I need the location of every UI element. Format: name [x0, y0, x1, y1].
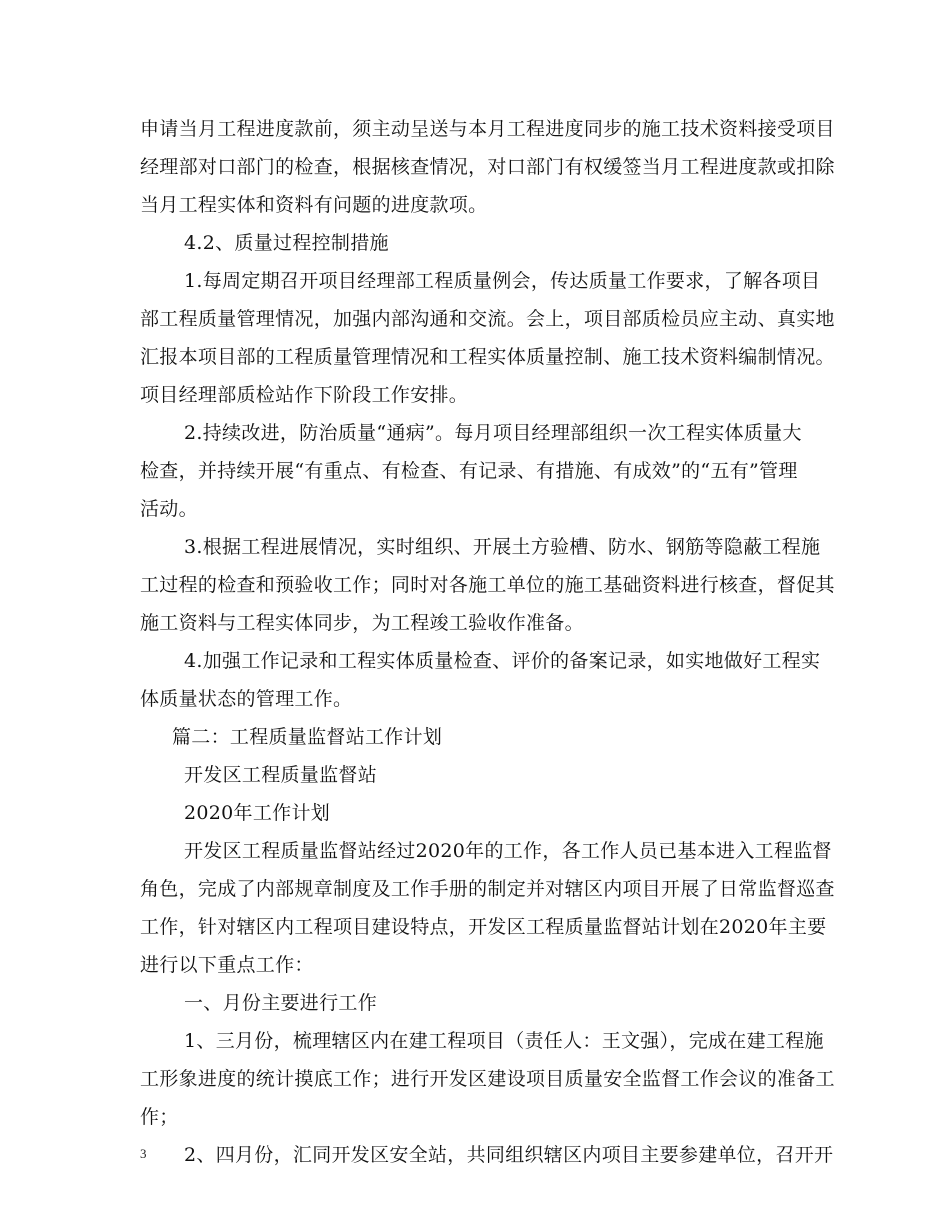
- paragraph-line: 角色，完成了内部规章制度及工作手册的制定并对辖区内项目开展了日常监督巡查: [140, 878, 835, 900]
- paragraph-line: 部工程质量管理情况，加强内部沟通和交流。会上，项目部质检员应主动、真实地: [140, 308, 835, 330]
- paragraph-line: 开发区工程质量监督站经过2020年的工作，各工作人员已基本进入工程监督: [184, 840, 832, 862]
- document-subtitle: 2020年工作计划: [184, 802, 331, 824]
- chapter-heading: 篇二：工程质量监督站工作计划: [172, 726, 443, 748]
- paragraph-line: 当月工程实体和资料有问题的进度款项。: [140, 194, 488, 216]
- paragraph-line: 工过程的检查和预验收工作；同时对各施工单位的施工基础资料进行核查，督促其: [140, 574, 835, 596]
- paragraph-line: 1.每周定期召开项目经理部工程质量例会，传达质量工作要求，了解各项目: [184, 270, 821, 292]
- paragraph-line: 2、四月份，汇同开发区安全站，共同组织辖区内项目主要参建单位，召开开: [184, 1144, 834, 1166]
- paragraph-line: 活动。: [140, 498, 198, 520]
- paragraph-line: 经理部对口部门的检查，根据核查情况，对口部门有权缓签当月工程进度款或扣除: [140, 156, 835, 178]
- paragraph-line: 施工资料与工程实体同步，为工程竣工验收作准备。: [140, 612, 584, 634]
- paragraph-line: 汇报本项目部的工程质量管理情况和工程实体质量控制、施工技术资料编制情况。: [140, 346, 835, 368]
- paragraph-line: 检查，并持续开展“有重点、有检查、有记录、有措施、有成效”的“五有”管理: [140, 460, 798, 482]
- paragraph-line: 申请当月工程进度款前，须主动呈送与本月工程进度同步的施工技术资料接受项目: [140, 118, 835, 140]
- paragraph-line: 3.根据工程进展情况，实时组织、开展土方验槽、防水、钢筋等隐蔽工程施: [184, 536, 821, 558]
- paragraph-line: 进行以下重点工作：: [140, 954, 314, 976]
- paragraph-line: 工作，针对辖区内工程项目建设特点，开发区工程质量监督站计划在2020年主要: [140, 916, 827, 938]
- section-heading: 一、月份主要进行工作: [184, 992, 378, 1014]
- paragraph-line: 作；: [140, 1106, 179, 1128]
- paragraph-line: 2.持续改进，防治质量“通病”。每月项目经理部组织一次工程实体质量大: [184, 422, 802, 444]
- paragraph-line: 1、三月份，梳理辖区内在建工程项目（责任人：王文强），完成在建工程施: [184, 1030, 824, 1052]
- paragraph-line: 4.加强工作记录和工程实体质量检查、评价的备案记录，如实地做好工程实: [184, 650, 821, 672]
- document-title: 开发区工程质量监督站: [184, 764, 378, 786]
- section-heading: 4.2、质量过程控制措施: [184, 232, 389, 254]
- page-number: 3: [140, 1146, 147, 1161]
- paragraph-line: 体质量状态的管理工作。: [140, 688, 353, 710]
- paragraph-line: 项目经理部质检站作下阶段工作安排。: [140, 384, 469, 406]
- paragraph-line: 工形象进度的统计摸底工作；进行开发区建设项目质量安全监督工作会议的准备工: [140, 1068, 835, 1090]
